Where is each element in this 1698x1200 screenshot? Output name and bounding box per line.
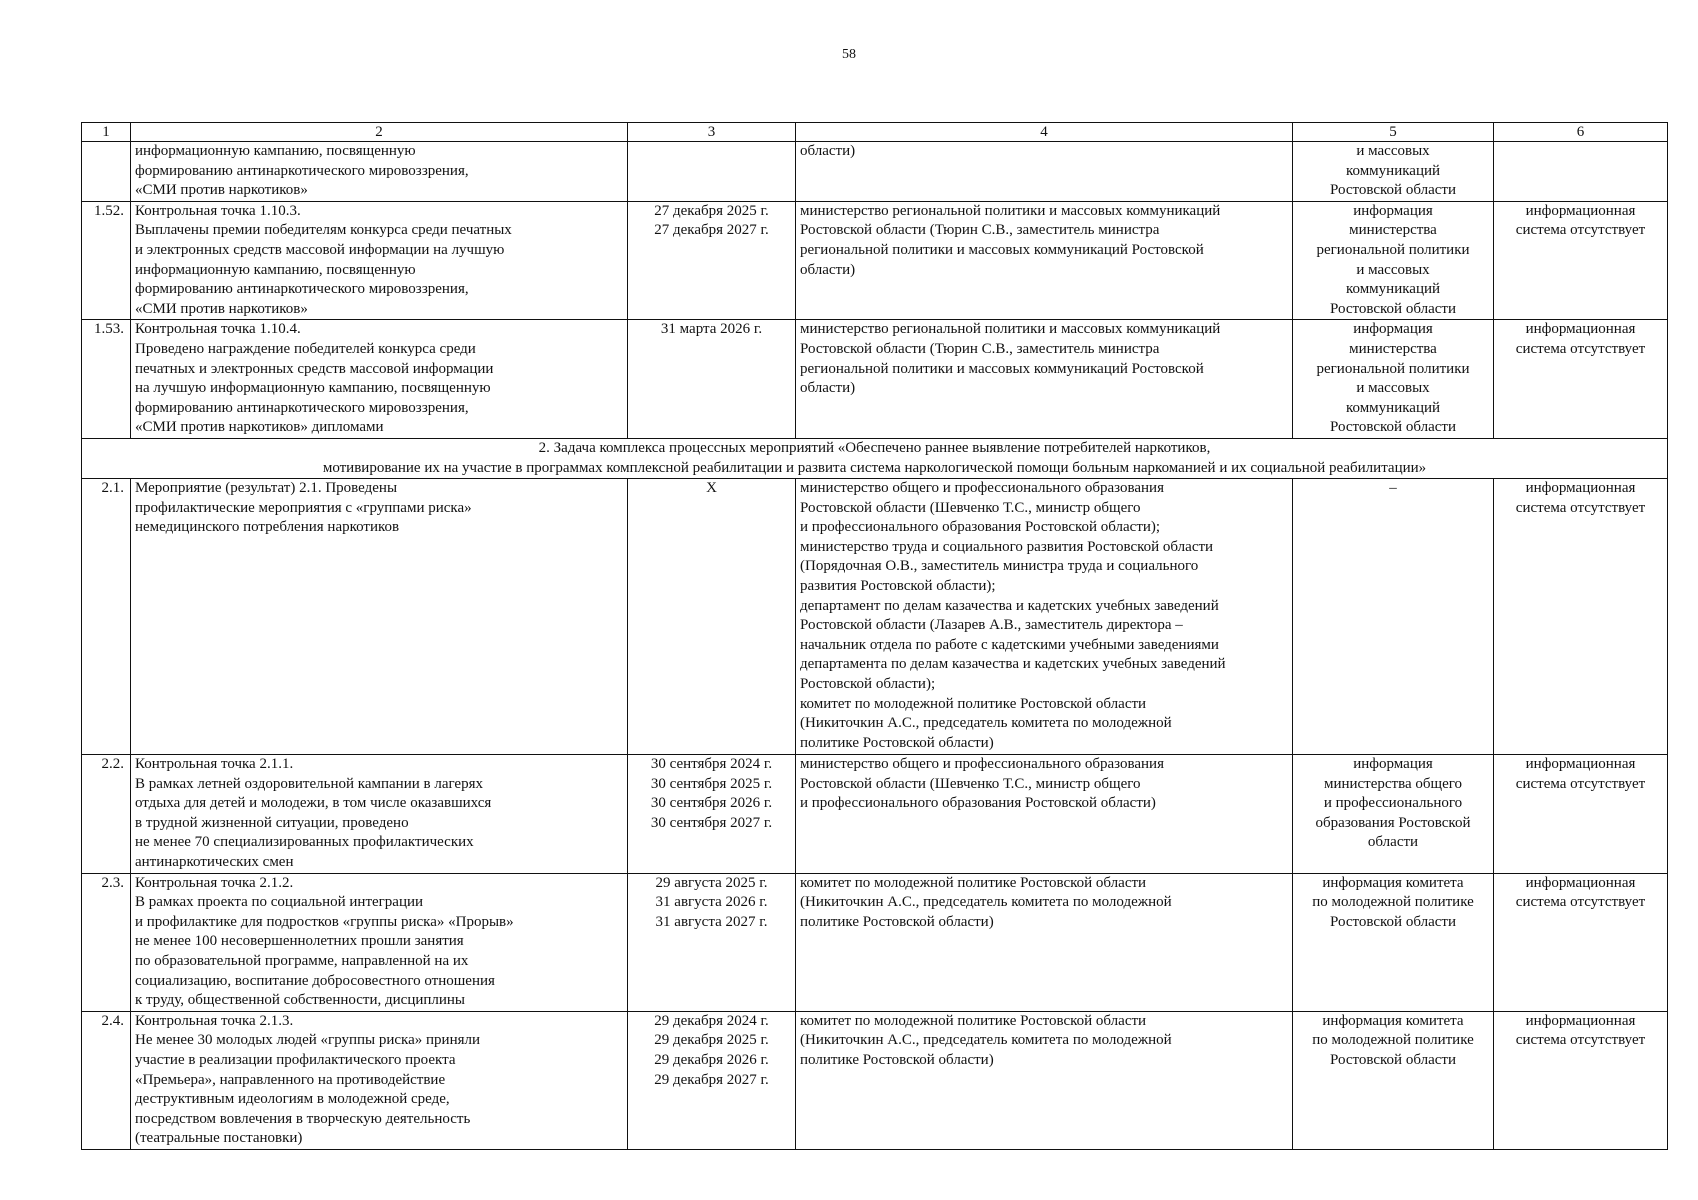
- info-system-cell: информационная система отсутствует: [1494, 201, 1668, 320]
- document-cell: –: [1293, 479, 1494, 755]
- document-cell: информация комитета по молодежной политике Ростовской области: [1293, 1011, 1494, 1149]
- dates-cell: 30 сентября 2024 г. 30 сентября 2025 г. 30 сентября 2026 г. 30 сентября 2027 г.: [628, 755, 796, 874]
- section-heading: 2. Задача комплекса процессных мероприятий «Обеспечено раннее выявление потребителей наркотиков, мотивирование их на участие в программах комплексной реабилитации и развита система наркологической помощи больным наркоманией и их социальной реабилитации»: [82, 438, 1668, 478]
- dates-cell: Х: [628, 479, 796, 755]
- responsible-cell: комитет по молодежной политике Ростовской области (Никиточкин А.С., председатель комитета по молодежной политике Ростовской области): [796, 873, 1293, 1011]
- info-system-cell: информационная система отсутствует: [1494, 1011, 1668, 1149]
- responsible-cell: области): [796, 142, 1293, 202]
- responsible-cell: министерство общего и профессионального образования Ростовской области (Шевченко Т.С., министр общего и профессионального образования Ростовской области): [796, 755, 1293, 874]
- row-number: 1.53.: [82, 320, 131, 439]
- document-cell: информация министерства региональной политики и массовых коммуникаций Ростовской области: [1293, 320, 1494, 439]
- row-number: 2.1.: [82, 479, 131, 755]
- document-cell: информация министерства региональной политики и массовых коммуникаций Ростовской области: [1293, 201, 1494, 320]
- responsible-cell: комитет по молодежной политике Ростовской области (Никиточкин А.С., председатель комитета по молодежной политике Ростовской области): [796, 1011, 1293, 1149]
- row-number: 2.2.: [82, 755, 131, 874]
- event-cell: Контрольная точка 2.1.2. В рамках проекта по социальной интеграции и профилактике для подростков «группы риска» «Прорыв» не менее 100 несовершеннолетних прошли занятия по образовательной программе, направленной на их социализацию, воспитание добросовестного отношения к труду, общественной собственности, дисциплины: [131, 873, 628, 1011]
- column-number: 5: [1293, 123, 1494, 142]
- table-row: [82, 1011, 1668, 1149]
- event-cell: Контрольная точка 2.1.1. В рамках летней оздоровительной кампании в лагерях отдыха для детей и молодежи, в том числе оказавшихся в трудной жизненной ситуации, проведено не менее 70 специализированных профилактических антинаркотических смен: [131, 755, 628, 874]
- table-row: [82, 755, 1668, 874]
- column-number: 3: [628, 123, 796, 142]
- column-number: 2: [131, 123, 628, 142]
- plan-table: [81, 122, 1668, 1150]
- info-system-cell: информационная система отсутствует: [1494, 320, 1668, 439]
- responsible-cell: министерство региональной политики и массовых коммуникаций Ростовской области (Тюрин С.В., заместитель министра региональной политики и массовых коммуникаций Ростовской области): [796, 320, 1293, 439]
- document-cell: и массовых коммуникаций Ростовской области: [1293, 142, 1494, 202]
- row-number: 2.3.: [82, 873, 131, 1011]
- dates-cell: 29 декабря 2024 г. 29 декабря 2025 г. 29 декабря 2026 г. 29 декабря 2027 г.: [628, 1011, 796, 1149]
- responsible-cell: министерство общего и профессионального образования Ростовской области (Шевченко Т.С., министр общего и профессионального образования Ростовской области); министерство труда и социального развития Ростовской области (Порядочная О.В., заместитель министра труда и социального развития Ростовской области); департамент по делам казачества и кадетских учебных заведений Ростовской области (Лазарев А.В., заместитель директора – начальник отдела по работе с кадетскими учебными заведениями департамента по делам казачества и кадетских учебных заведений Ростовской области); комитет по молодежной политике Ростовской области (Никиточкин А.С., председатель комитета по молодежной политике Ростовской области): [796, 479, 1293, 755]
- info-system-cell: информационная система отсутствует: [1494, 479, 1668, 755]
- responsible-cell: министерство региональной политики и массовых коммуникаций Ростовской области (Тюрин С.В., заместитель министра региональной политики и массовых коммуникаций Ростовской области): [796, 201, 1293, 320]
- column-numbers-row: [82, 123, 1668, 142]
- column-number: 4: [796, 123, 1293, 142]
- document-cell: информация министерства общего и профессионального образования Ростовской области: [1293, 755, 1494, 874]
- section-heading-row: [82, 438, 1668, 478]
- row-number: 2.4.: [82, 1011, 131, 1149]
- document-cell: информация комитета по молодежной политике Ростовской области: [1293, 873, 1494, 1011]
- row-number: 1.52.: [82, 201, 131, 320]
- column-number: 6: [1494, 123, 1668, 142]
- page-number: 58: [842, 47, 856, 62]
- column-number: 1: [82, 123, 131, 142]
- info-system-cell: [1494, 142, 1668, 202]
- dates-cell: 27 декабря 2025 г. 27 декабря 2027 г.: [628, 201, 796, 320]
- dates-cell: 29 августа 2025 г. 31 августа 2026 г. 31 августа 2027 г.: [628, 873, 796, 1011]
- table-row: [82, 320, 1668, 439]
- info-system-cell: информационная система отсутствует: [1494, 873, 1668, 1011]
- row-number: [82, 142, 131, 202]
- table-row: [82, 479, 1668, 755]
- dates-cell: [628, 142, 796, 202]
- table-row: [82, 201, 1668, 320]
- info-system-cell: информационная система отсутствует: [1494, 755, 1668, 874]
- event-cell: Контрольная точка 1.10.3. Выплачены премии победителям конкурса среди печатных и электронных средств массовой информации на лучшую информационную кампанию, посвященную формированию антинаркотического мировоззрения, «СМИ против наркотиков»: [131, 201, 628, 320]
- event-cell: информационную кампанию, посвященную формированию антинаркотического мировоззрения, «СМИ против наркотиков»: [131, 142, 628, 202]
- event-cell: Контрольная точка 1.10.4. Проведено награждение победителей конкурса среди печатных и электронных средств массовой информации на лучшую информационную кампанию, посвященную формированию антинаркотического мировоззрения, «СМИ против наркотиков» дипломами: [131, 320, 628, 439]
- table-row: [82, 873, 1668, 1011]
- event-cell: Мероприятие (результат) 2.1. Проведены профилактические мероприятия с «группами риска» немедицинского потребления наркотиков: [131, 479, 628, 755]
- event-cell: Контрольная точка 2.1.3. Не менее 30 молодых людей «группы риска» приняли участие в реализации профилактического проекта «Премьера», направленного на противодействие деструктивным идеологиям в молодежной среде, посредством вовлечения в творческую деятельность (театральные постановки): [131, 1011, 628, 1149]
- dates-cell: 31 марта 2026 г.: [628, 320, 796, 439]
- table-row: [82, 142, 1668, 202]
